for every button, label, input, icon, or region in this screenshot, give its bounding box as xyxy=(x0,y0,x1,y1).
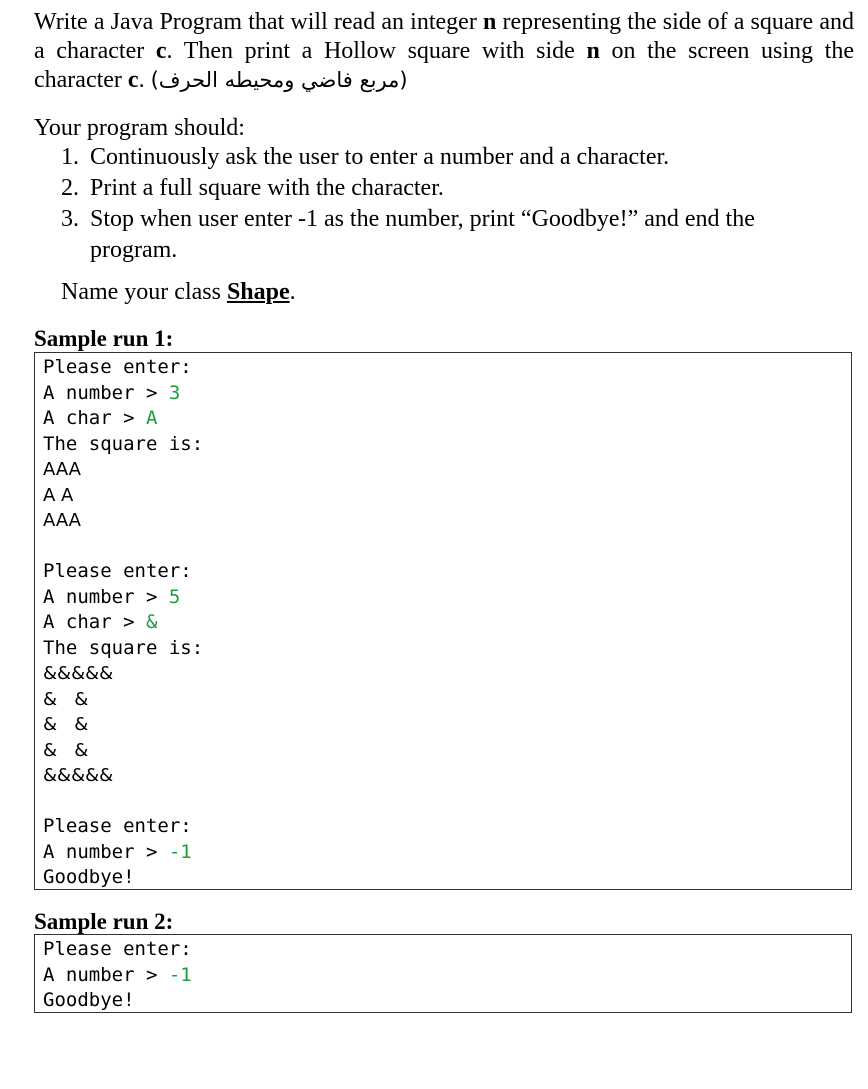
requirement-number: 3. xyxy=(61,206,79,232)
requirement-item xyxy=(61,173,821,204)
console-user-input: 3 xyxy=(168,381,181,404)
requirement-number: 1. xyxy=(61,144,79,170)
requirement-item xyxy=(61,204,821,266)
intro-text: on the screen using the character xyxy=(34,38,854,93)
intro-text: . xyxy=(138,67,151,93)
console-text: A char > xyxy=(43,407,146,429)
intro-text: representing the side of a square and a character xyxy=(34,9,855,64)
requirement-text: Continuously ask the user to enter a number and a character. xyxy=(90,144,670,170)
console-line xyxy=(43,483,851,509)
requirements-heading: Your program should: xyxy=(34,115,245,141)
var-n: n xyxy=(586,38,600,64)
console-line xyxy=(43,712,851,738)
var-c: c xyxy=(155,38,167,64)
console-user-input: A xyxy=(145,407,158,429)
console-text: &&&&& xyxy=(43,663,114,684)
console-line xyxy=(43,534,851,560)
console-text: AAA xyxy=(43,510,81,531)
sample-run-2-console xyxy=(34,934,852,1013)
arabic-note: (مربع فاضي ومحيطه الحرف) xyxy=(150,68,408,92)
console-text: A number > xyxy=(43,963,169,986)
console-user-input: -1 xyxy=(168,840,192,863)
console-line xyxy=(43,355,851,381)
console-text: Goodbye! xyxy=(43,866,135,888)
console-text: A char > xyxy=(43,611,146,633)
console-line xyxy=(43,763,851,789)
console-text: &&&&& xyxy=(43,765,114,786)
problem-statement xyxy=(34,8,854,95)
console-user-input: & xyxy=(145,611,158,633)
console-text: The square is: xyxy=(43,432,204,455)
requirements-list xyxy=(61,142,821,266)
console-text: A A xyxy=(43,484,74,506)
class-name: Shape xyxy=(226,279,290,305)
console-text: & & xyxy=(43,739,89,761)
requirement-text: Stop when user enter -1 as the number, print “Goodbye!” and end the program. xyxy=(90,206,755,263)
console-line xyxy=(43,559,851,585)
console-line xyxy=(43,937,851,963)
console-line xyxy=(43,406,851,432)
console-line xyxy=(43,381,851,407)
console-line xyxy=(43,687,851,713)
console-line xyxy=(43,636,851,662)
console-text: Goodbye! xyxy=(43,989,135,1011)
requirement-number: 2. xyxy=(61,175,79,201)
console-text: Please enter: xyxy=(43,356,192,378)
console-line xyxy=(43,789,851,815)
console-line xyxy=(43,988,851,1014)
intro-text: Write a Java Program that will read an integer xyxy=(34,9,483,35)
console-line xyxy=(43,865,851,891)
sample-run-1-title: Sample run 1: xyxy=(34,326,174,351)
console-line xyxy=(43,840,851,866)
console-line xyxy=(43,814,851,840)
console-text: The square is: xyxy=(43,636,204,659)
console-user-input: 5 xyxy=(168,585,181,608)
console-line xyxy=(43,457,851,483)
console-text: Please enter: xyxy=(43,938,192,960)
console-text: A number > xyxy=(43,585,169,608)
console-line xyxy=(43,661,851,687)
sample-run-1-console xyxy=(34,352,852,890)
console-line xyxy=(43,508,851,534)
console-line xyxy=(43,738,851,764)
console-line xyxy=(43,610,851,636)
console-line xyxy=(43,963,851,989)
console-text: A number > xyxy=(43,381,169,404)
console-text: AAA xyxy=(43,459,81,480)
console-line xyxy=(43,432,851,458)
class-name-line xyxy=(61,278,296,306)
console-text: Please enter: xyxy=(43,815,192,837)
console-text: & & xyxy=(43,714,89,735)
requirement-text: Print a full square with the character. xyxy=(90,175,444,201)
class-line-prefix: Name your class xyxy=(61,279,227,305)
var-c: c xyxy=(127,67,139,93)
console-user-input: -1 xyxy=(168,963,192,986)
sample-run-2-title: Sample run 2: xyxy=(34,909,174,934)
requirement-item xyxy=(61,142,821,173)
console-line xyxy=(43,585,851,611)
console-text: A number > xyxy=(43,840,169,863)
console-text: & & xyxy=(43,688,89,710)
console-text: Please enter: xyxy=(43,560,192,582)
class-line-suffix: . xyxy=(289,279,296,305)
var-n: n xyxy=(482,9,497,35)
intro-text: . Then print a Hollow square with side xyxy=(166,38,587,64)
